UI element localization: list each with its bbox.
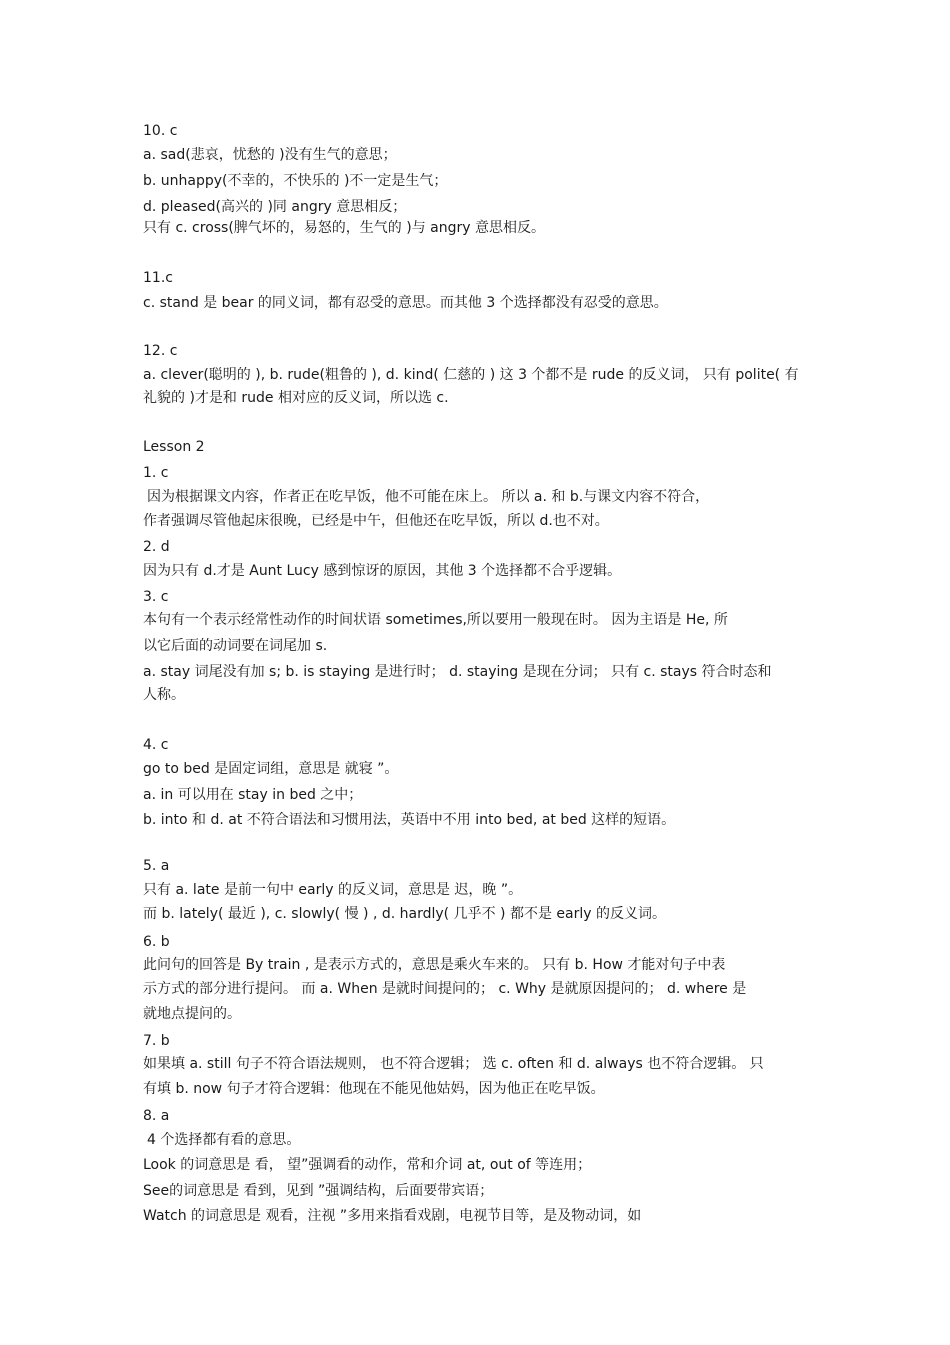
text-line: Look 的词意思是 看， 望”强调看的动作，常和介词 at, out of 等连用；	[143, 1157, 592, 1173]
text-line: 只有 c. cross(脾气坏的，易怒的，生气的 )与 angry 意思相反。	[143, 220, 545, 236]
text-line: c. stand 是 bear 的同义词，都有忍受的意思。而其他 3 个选择都没有忍受的意思。	[143, 295, 668, 311]
text-line: 因为只有 d.才是 Aunt Lucy 感到惊讶的原因，其他 3 个选择都不合乎逻辑。	[143, 563, 622, 579]
text-line: d. pleased(高兴的 )同 angry 意思相反；	[143, 199, 407, 215]
text-line: 10. c	[143, 123, 178, 139]
text-line: 6. b	[143, 934, 170, 950]
text-line: 4. c	[143, 737, 169, 753]
text-line: Lesson 2	[143, 439, 205, 455]
text-line: 因为根据课文内容，作者正在吃早饭，他不可能在床上。 所以 a. 和 b.与课文内容不符合，	[147, 489, 710, 505]
text-line: a. in 可以用在 stay in bed 之中；	[143, 787, 363, 803]
text-line: 有填 b. now 句子才符合逻辑：他现在不能见他姑妈，因为他正在吃早饭。	[143, 1081, 605, 1097]
text-line: 示方式的部分进行提问。 而 a. When 是就时间提问的； c. Why 是就原因提问的； d. where 是	[143, 981, 747, 997]
text-line: Watch 的词意思是 观看，注视 ”多用来指看戏剧，电视节目等，是及物动词，如	[143, 1208, 642, 1224]
text-line: 1. c	[143, 465, 169, 481]
text-line: See的词意思是 看到，见到 ”强调结构，后面要带宾语；	[143, 1183, 494, 1199]
text-line: 7. b	[143, 1033, 170, 1049]
text-line: 礼貌的 )才是和 rude 相对应的反义词，所以选 c.	[143, 390, 449, 406]
text-line: 11.c	[143, 270, 173, 286]
text-line: 人称。	[143, 687, 185, 703]
text-line: b. unhappy(不幸的，不快乐的 )不一定是生气；	[143, 173, 448, 189]
text-line: a. stay 词尾没有加 s; b. is staying 是进行时； d. staying 是现在分词； 只有 c. stays 符合时态和	[143, 664, 772, 680]
text-line: 此问句的回答是 By train , 是表示方式的，意思是乘火车来的。 只有 b. How 才能对句子中表	[143, 957, 726, 973]
text-line: 如果填 a. still 句子不符合语法规则， 也不符合逻辑； 选 c. often 和 d. always 也不符合逻辑。 只	[143, 1056, 764, 1072]
text-line: 2. d	[143, 539, 170, 555]
text-line: 只有 a. late 是前一句中 early 的反义词，意思是 迟，晚 ”。	[143, 882, 523, 898]
text-line: b. into 和 d. at 不符合语法和习惯用法，英语中不用 into bed, at bed 这样的短语。	[143, 812, 676, 828]
text-line: go to bed 是固定词组，意思是 就寝 ”。	[143, 761, 399, 777]
text-line: 作者强调尽管他起床很晚，已经是中午，但他还在吃早饭，所以 d.也不对。	[143, 513, 609, 529]
text-line: 4 个选择都有看的意思。	[147, 1132, 301, 1148]
text-line: 5. a	[143, 858, 170, 874]
text-line: 8. a	[143, 1108, 170, 1124]
text-line: 以它后面的动词要在词尾加 s.	[143, 638, 328, 654]
text-line: 本句有一个表示经常性动作的时间状语 sometimes,所以要用一般现在时。 因为主语是 He, 所	[143, 612, 728, 628]
text-line: 而 b. lately( 最近 ), c. slowly( 慢 ) , d. hardly( 几乎不 ) 都不是 early 的反义词。	[143, 906, 666, 922]
text-line: 12. c	[143, 343, 178, 359]
text-line: 就地点提问的。	[143, 1006, 241, 1022]
text-line: a. clever(聪明的 ), b. rude(粗鲁的 ), d. kind( 仁慈的 ) 这 3 个都不是 rude 的反义词， 只有 polite( 有	[143, 367, 799, 383]
text-line: a. sad(悲哀，忧愁的 )没有生气的意思；	[143, 147, 397, 163]
text-line: 3. c	[143, 589, 169, 605]
